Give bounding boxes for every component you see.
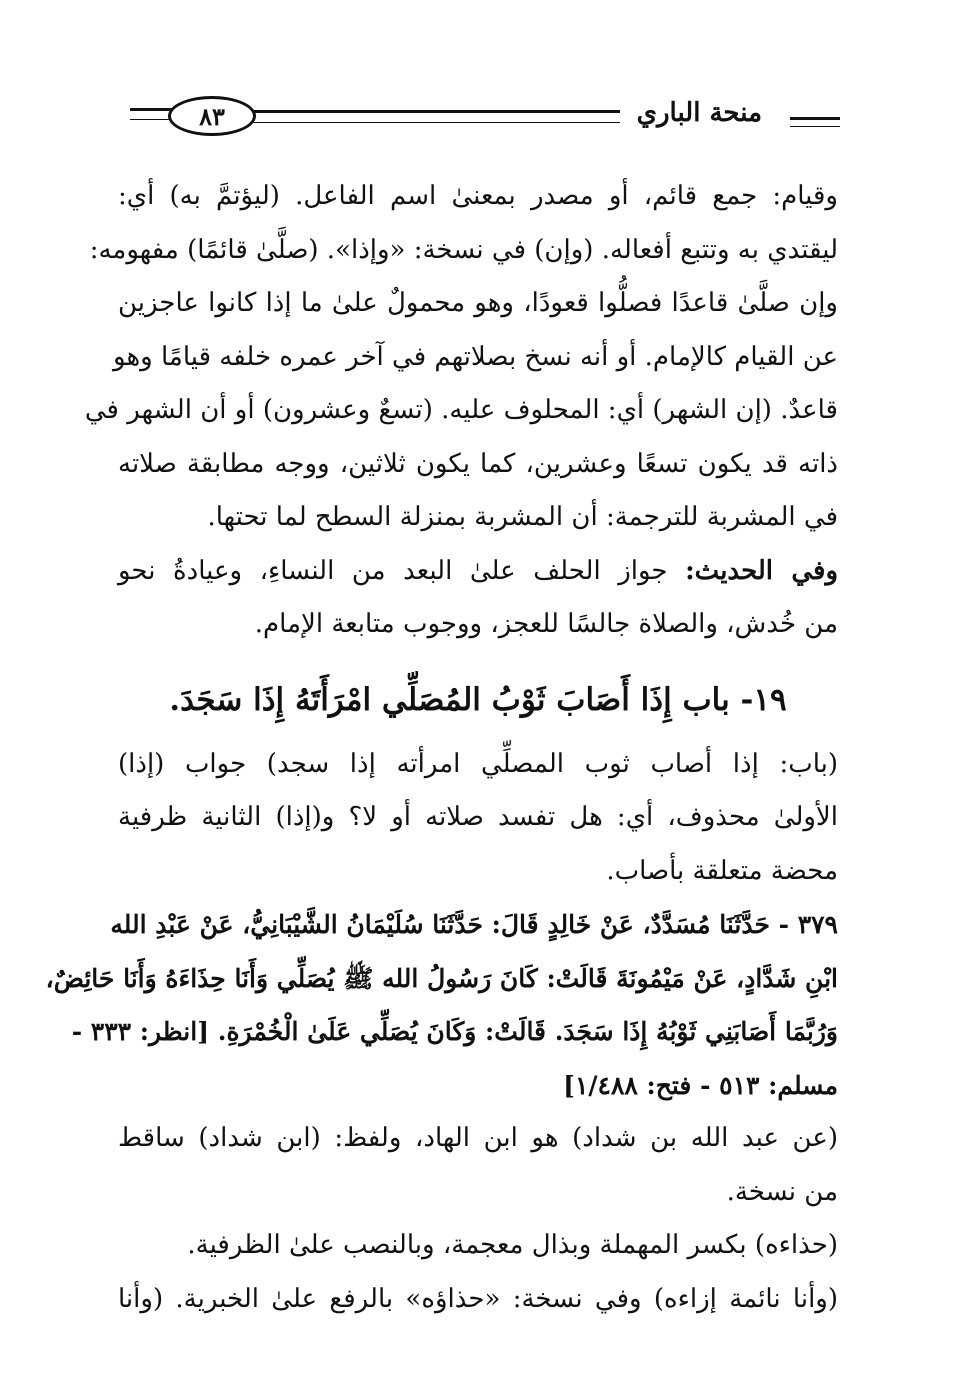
text-line: (عن عبد الله بن شداد) هو ابن الهاد، ولفظ: (ابن شداد) ساقط xyxy=(118,1123,838,1153)
hadith-text xyxy=(45,898,838,1112)
paragraph-narrator-note xyxy=(118,1112,838,1219)
text-line: (حذاءه) بكسر المهملة وبذال معجمة، وبالنصب علىٰ الظرفية. xyxy=(187,1230,838,1260)
text-line: وَرُبَّمَا أَصَابَنِي ثَوْبُهُ إِذَا سَجَدَ. قَالَتْ: وَكَانَ يُصَلِّي عَلَىٰ الْخُمْرَةِ. [انظر: ٣٣٣ - xyxy=(71,1017,838,1046)
text-line: وقيام: جمع قائم، أو مصدر بمعنىٰ اسم الفاعل. (ليؤتمَّ به) أي: xyxy=(118,181,838,211)
paragraph-hadith-lessons xyxy=(118,545,838,652)
header-rule-middle-bottom xyxy=(250,122,620,123)
text-line: الأولىٰ محذوف، أي: هل تفسد صلاته أو لا؟ و(إذا) الثانية ظرفية xyxy=(118,802,838,832)
text-line: من نسخة. xyxy=(726,1176,838,1207)
chapter-heading: ١٩- باب إِذَا أَصَابَ ثَوْبُ المُصَلِّي امْرَأَتَهُ إِذَا سَجَدَ. xyxy=(169,681,787,718)
header-rule-right-top xyxy=(790,117,840,120)
lessons-text: جواز الحلف علىٰ البعد من النساءِ، وعيادةُ نحو xyxy=(118,555,686,586)
paragraph-word-notes xyxy=(118,1219,838,1326)
text-line: مسلم: ٥١٣ - فتح: ١/٤٨٨] xyxy=(563,1070,838,1100)
text-line: قاعدٌ. (إن الشهر) أي: المحلوف عليه. (تسعٌ وعشرون) أو أن الشهر في xyxy=(84,395,838,425)
paragraph-chapter-commentary xyxy=(118,738,838,899)
text-line: محضة متعلقة بأصاب. xyxy=(606,855,838,886)
page-number: ٨٣ xyxy=(168,96,256,136)
text-line: من خُدش، والصلاة جالسًا للعجز، ووجوب متابعة الإمام. xyxy=(254,609,838,639)
text-line: ٣٧٩ - حَدَّثَنَا مُسَدَّدٌ، عَنْ خَالِدٍ قَالَ: حَدَّثَنَا سُلَيْمَانُ الشَّيْبَانِيُّ، عَنْ عَبْدِ الله xyxy=(110,910,838,939)
text-line: ليقتدي به وتتبع أفعاله. (وإن) في نسخة: «وإذا». (صلَّىٰ قائمًا) مفهومه: xyxy=(89,234,838,265)
book-title: منحة الباري xyxy=(636,98,762,128)
text-line: (وأنا نائمة إزاءه) وفي نسخة: «حذاؤه» بالرفع علىٰ الخبرية. (وأنا xyxy=(118,1283,838,1314)
text-line: في المشربة للترجمة: أن المشربة بمنزلة السطح لما تحتها. xyxy=(207,502,838,532)
text-line: عن القيام كالإمام. أو أنه نسخ بصلاتهم في آخر عمره خلفه قيامًا وهو xyxy=(113,341,838,372)
page-header xyxy=(0,0,957,150)
header-rule-right-bottom xyxy=(790,126,840,127)
header-rule-middle-top xyxy=(250,110,620,113)
paragraph-commentary-1 xyxy=(84,170,838,545)
text-line: (باب: إذا أصاب ثوب المصلِّي امرأته إذا سجد) جواب (إذا) xyxy=(118,748,838,779)
text-line: وإن صلَّىٰ قاعدًا فصلُّوا قعودًا، وهو محمولٌ علىٰ ما إذا كانوا عاجزين xyxy=(118,288,838,318)
page-body xyxy=(45,170,838,1326)
text-line xyxy=(118,545,838,599)
lessons-lead: وفي الحديث: xyxy=(685,555,838,586)
text-line: ذاته قد يكون تسعًا وعشرين، كما يكون ثلاثين، ووجه مطابقة صلاته xyxy=(118,448,838,479)
text-line: ابْنِ شَدَّادٍ، عَنْ مَيْمُونَةَ قَالَتْ: كَانَ رَسُولُ الله ﷺ يُصَلِّي وَأَنَا حِذَاءَهُ وَأَنَا حَائِضٌ، xyxy=(45,963,838,993)
